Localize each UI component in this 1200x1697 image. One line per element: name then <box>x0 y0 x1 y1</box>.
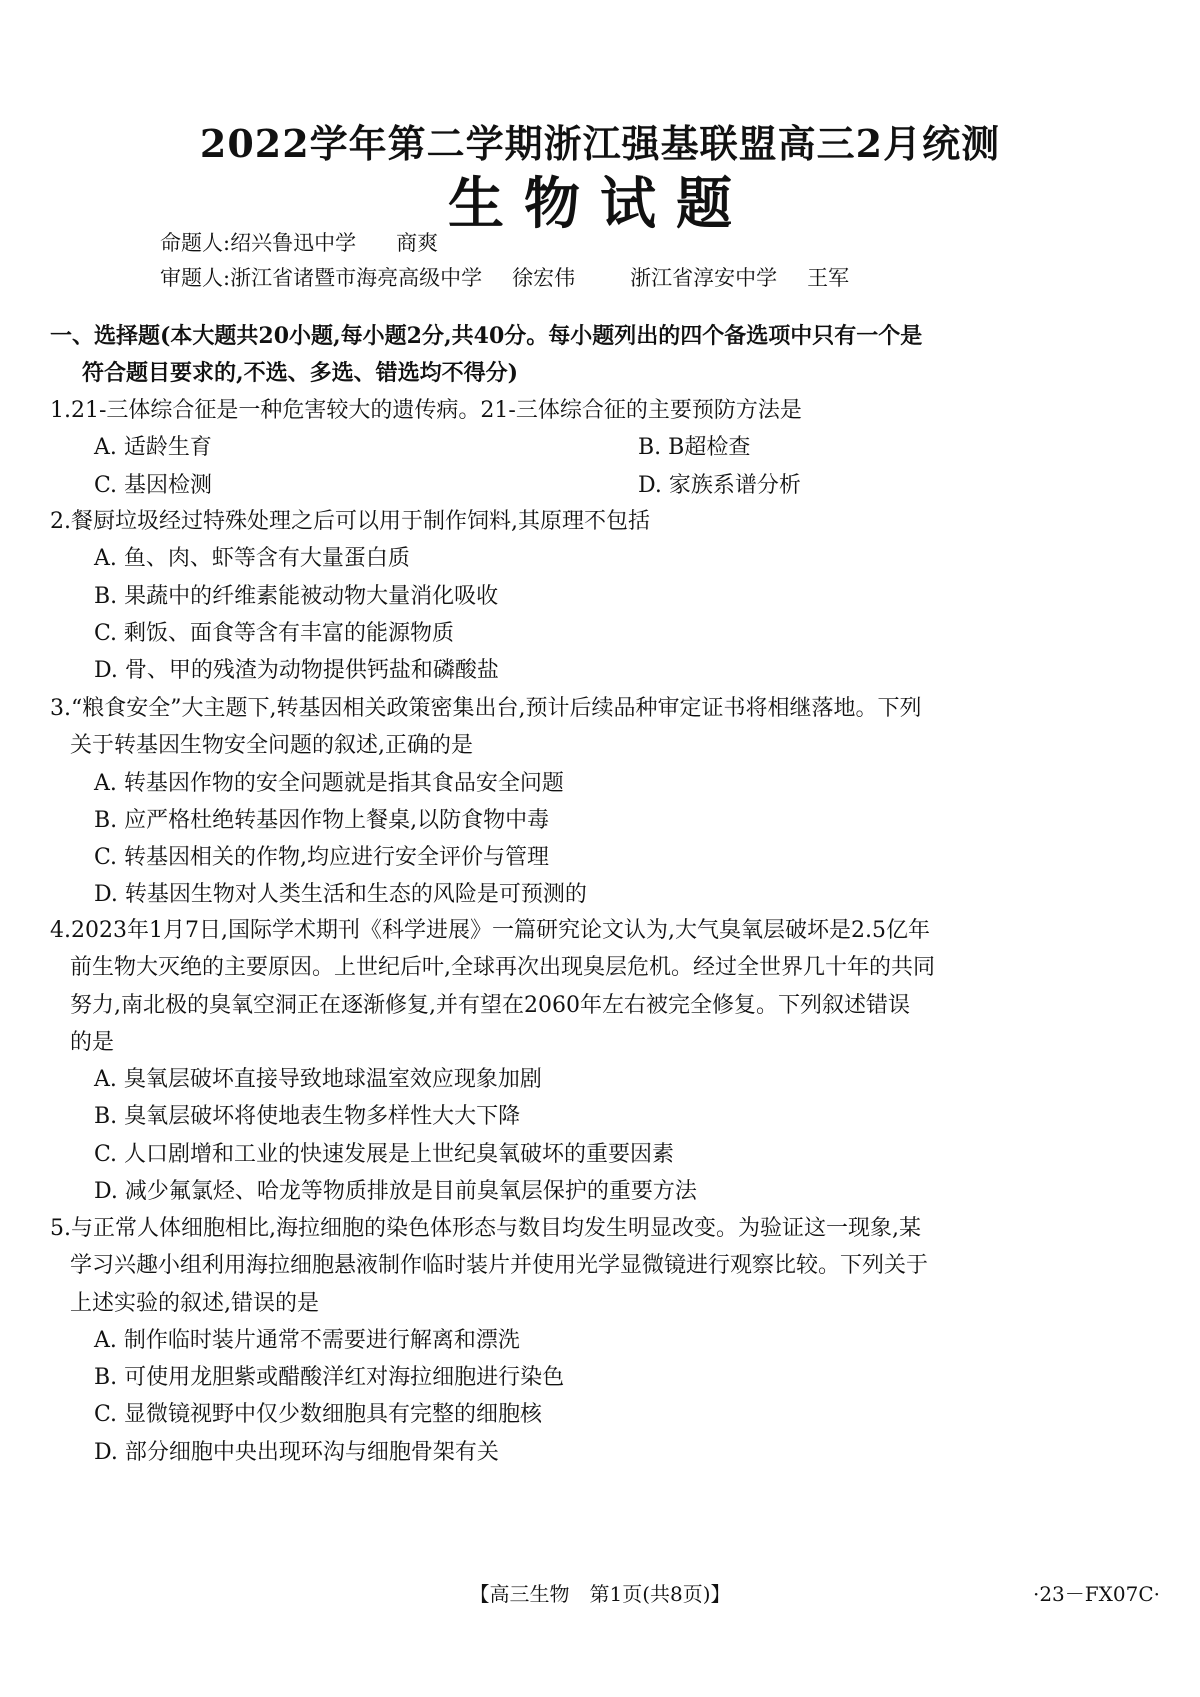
option-a: A. 适龄生育 <box>94 435 212 461</box>
question-stem-cont: 的是 <box>70 1029 115 1055</box>
question-5 <box>50 1210 1170 1471</box>
author-school: 绍兴鲁迅中学 <box>230 231 357 255</box>
option-b: B. 可使用龙胆紫或醋酸洋红对海拉细胞进行染色 <box>94 1365 565 1391</box>
option-d: D. 减少氟氯烃、哈龙等物质排放是目前臭氧层保护的重要方法 <box>94 1179 697 1205</box>
question-stem: 3.“粮食安全”大主题下,转基因相关政策密集出台,预计后续品种审定证书将相继落地。下列 <box>50 696 922 721</box>
exam-title: 2022学年第二学期浙江强基联盟高三2月统测 <box>199 121 1001 166</box>
option-b: B. B超检查 <box>638 435 751 461</box>
option-c: C. 显微镜视野中仅少数细胞具有完整的细胞核 <box>94 1402 543 1428</box>
question-stem-cont: 关于转基因生物安全问题的叙述,正确的是 <box>70 733 473 759</box>
option-c: C. 基因检测 <box>94 472 213 498</box>
question-stem: 1.21-三体综合征是一种危害较大的遗传病。21-三体综合征的主要预防方法是 <box>50 398 802 423</box>
author-line <box>160 227 438 257</box>
exam-code: ·23－FX07C· <box>1032 1582 1160 1606</box>
option-d: D. 部分细胞中央出现环沟与细胞骨架有关 <box>94 1439 499 1465</box>
option-b: B. 应严格杜绝转基因作物上餐桌,以防食物中毒 <box>94 807 550 833</box>
option-a: A. 制作临时装片通常不需要进行解离和漂洗 <box>94 1327 520 1353</box>
reviewer1-name: 徐宏伟 <box>512 266 576 290</box>
reviewer2-school: 浙江省淳安中学 <box>630 266 778 290</box>
question-stem-cont: 学习兴趣小组利用海拉细胞悬液制作临时装片并使用光学显微镜进行观察比较。下列关于 <box>70 1253 929 1279</box>
question-stem: 2.餐厨垃圾经过特殊处理之后可以用于制作饲料,其原理不包括 <box>50 509 650 534</box>
option-b: B. 臭氧层破坏将使地表生物多样性大大下降 <box>94 1104 521 1130</box>
option-a: A. 臭氧层破坏直接导致地球温室效应现象加剧 <box>94 1067 542 1093</box>
page-footer: 【高三生物 第1页(共8页)】 <box>469 1582 731 1606</box>
option-d: D. 骨、甲的残渣为动物提供钙盐和磷酸盐 <box>94 658 499 684</box>
section-line2: 符合题目要求的,不选、多选、错选均不得分) <box>82 360 519 386</box>
option-a: A. 转基因作物的安全问题就是指其食品安全问题 <box>94 770 564 796</box>
option-c: C. 转基因相关的作物,均应进行安全评价与管理 <box>94 845 550 871</box>
question-1 <box>50 392 1170 504</box>
question-3 <box>50 690 1170 914</box>
question-stem-cont: 努力,南北极的臭氧空洞正在逐渐修复,并有望在2060年左右被完全修复。下列叙述错误 <box>70 992 910 1018</box>
question-stem-cont: 上述实验的叙述,错误的是 <box>70 1290 319 1316</box>
question-stem: 4.2023年1月7日,国际学术期刊《科学进展》一篇研究论文认为,大气臭氧层破坏是2.5亿年 <box>50 918 930 943</box>
reviewer-label: 审题人: <box>160 266 231 290</box>
reviewer1-school: 浙江省诸暨市海亮高级中学 <box>230 266 483 290</box>
option-c: C. 剩饭、面食等含有丰富的能源物质 <box>94 620 455 646</box>
option-c: C. 人口剧增和工业的快速发展是上世纪臭氧破坏的重要因素 <box>94 1141 675 1167</box>
section-heading <box>50 318 1160 392</box>
author-label: 命题人: <box>160 231 231 255</box>
option-d: D. 家族系谱分析 <box>638 472 801 498</box>
option-b: B. 果蔬中的纤维素能被动物大量消化吸收 <box>94 583 499 609</box>
reviewer-line <box>160 262 849 292</box>
option-d: D. 转基因生物对人类生活和生态的风险是可预测的 <box>94 882 587 908</box>
question-stem-cont: 前生物大灭绝的主要原因。上世纪后叶,全球再次出现臭层危机。经过全世界几十年的共同 <box>70 955 935 981</box>
question-4 <box>50 912 1170 1210</box>
question-2 <box>50 503 1170 689</box>
author-name: 商爽 <box>396 231 439 255</box>
option-a: A. 鱼、肉、虾等含有大量蛋白质 <box>94 546 410 572</box>
subject-title: 生物试题 <box>448 171 752 237</box>
section-line1: 一、选择题(本大题共20小题,每小题2分,共40分。每小题列出的四个备选项中只有一个是 <box>50 323 923 349</box>
question-stem: 5.与正常人体细胞相比,海拉细胞的染色体形态与数目均发生明显改变。为验证这一现象,某 <box>50 1216 921 1241</box>
reviewer2-name: 王军 <box>807 266 850 290</box>
